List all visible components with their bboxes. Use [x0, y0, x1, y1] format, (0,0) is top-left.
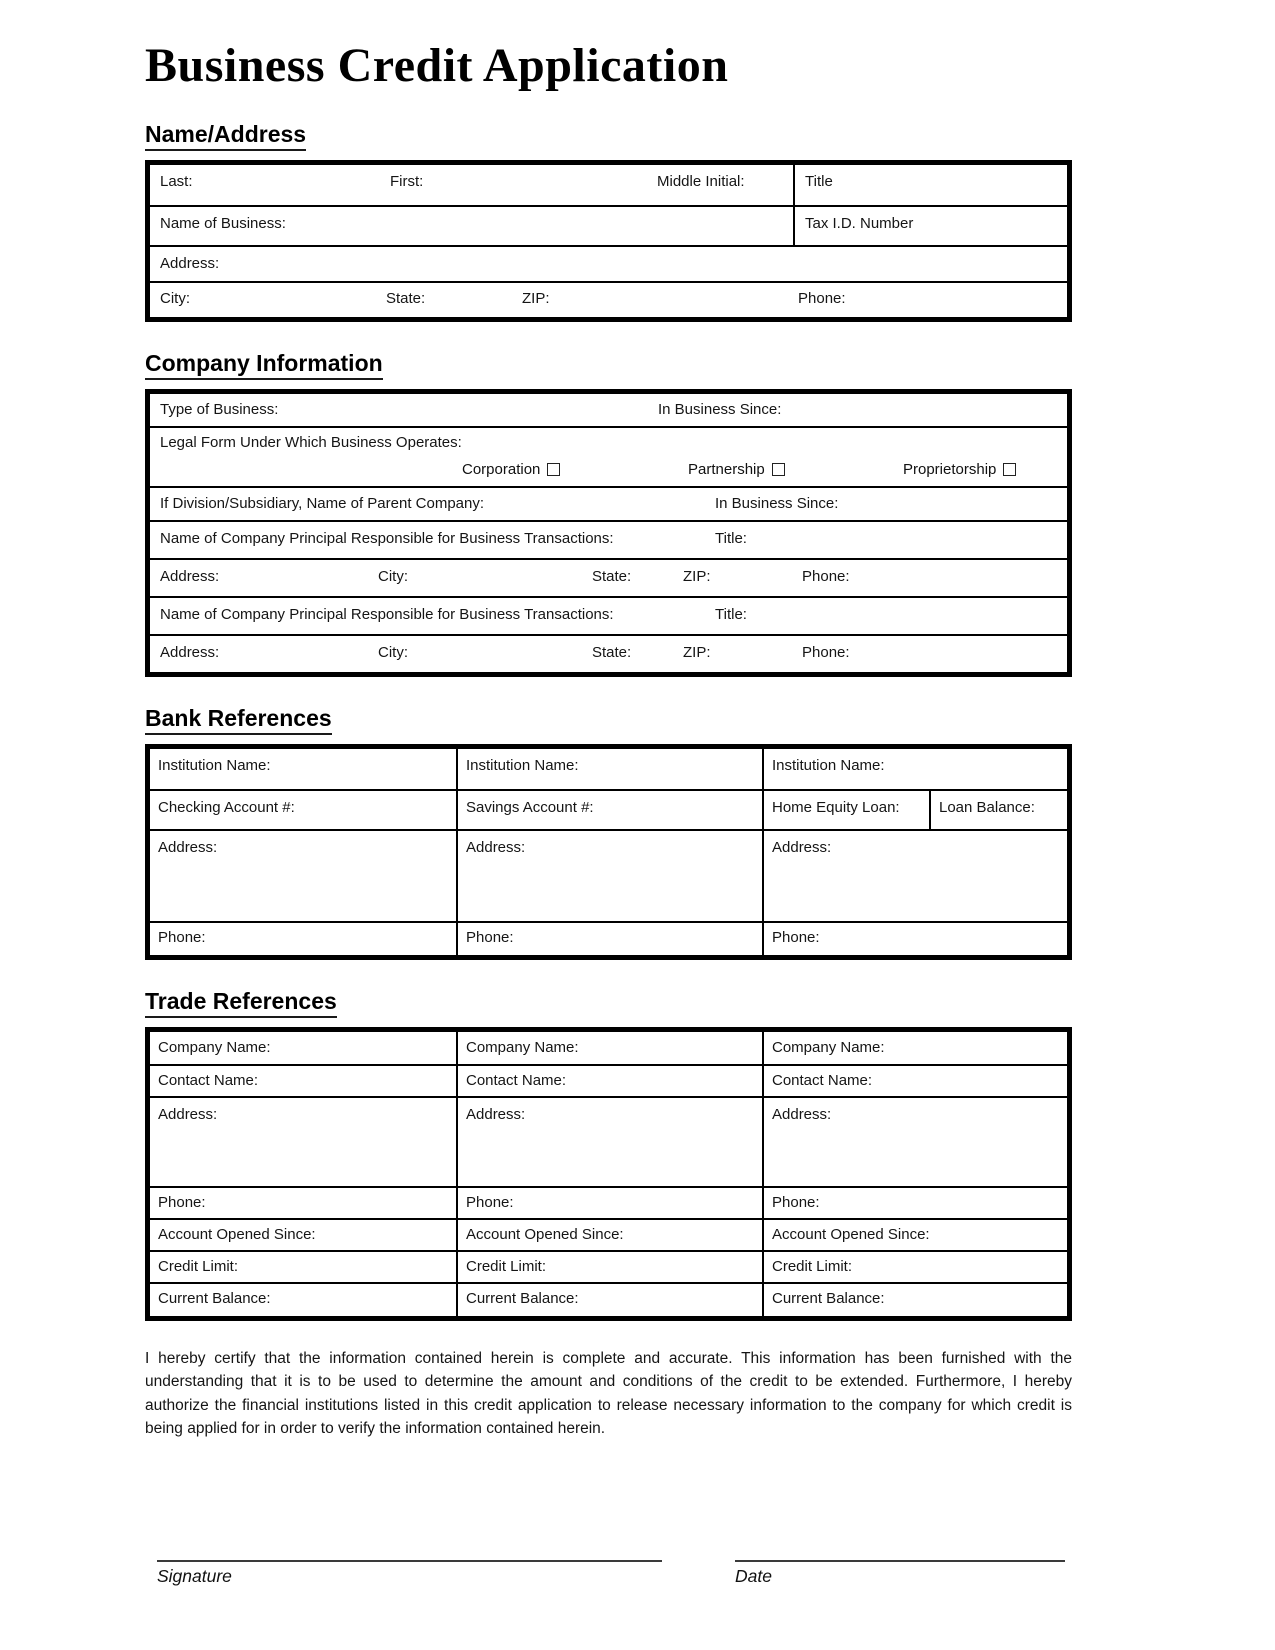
- trade1-balance-cell: [150, 1284, 458, 1316]
- principal-1-cell: [150, 522, 1067, 558]
- trade2-contact-cell: [458, 1066, 764, 1096]
- contact-name-label: Contact Name:: [772, 1072, 873, 1089]
- first-label: First:: [390, 173, 424, 190]
- zip-label: ZIP:: [522, 290, 550, 307]
- contact-name-label: Contact Name:: [466, 1072, 567, 1089]
- trade-references-heading: Trade References: [145, 988, 337, 1018]
- trade1-company-cell: [150, 1032, 458, 1064]
- checking-account-label: Checking Account #:: [158, 799, 295, 816]
- title-label: Title: [805, 173, 833, 190]
- trade2-address-cell: [458, 1098, 764, 1186]
- institution-name-label: Institution Name:: [158, 757, 271, 774]
- name-of-business-label: Name of Business:: [160, 215, 286, 232]
- phone-label: Phone:: [772, 1194, 820, 1211]
- legal-form-cell: [150, 428, 1067, 486]
- company-info-table: [145, 389, 1072, 677]
- certification-text: I hereby certify that the information contained herein is complete and accurate. This information has been furnished with the understanding that it is to be used to determine the amount and conditions of the credit to be extended. Furthermore, I hereby authorize the financial institutions listed in this credit application to release necessary information to the company for which credit is being applied for in order to verify the information contained herein.: [145, 1350, 1072, 1437]
- trade3-address-cell: [764, 1098, 1067, 1186]
- state-label: State:: [592, 568, 632, 585]
- trade2-balance-cell: [458, 1284, 764, 1316]
- address-label: Address:: [466, 839, 526, 856]
- current-balance-label: Current Balance:: [772, 1290, 885, 1307]
- company-name-label: Company Name:: [466, 1039, 579, 1056]
- phone-label: Phone:: [772, 929, 820, 946]
- legal-form-label: Legal Form Under Which Business Operates:: [160, 434, 462, 451]
- proprietorship-checkbox[interactable]: [1003, 463, 1016, 476]
- zip-label: ZIP:: [683, 644, 711, 661]
- address-label: Address:: [772, 839, 832, 856]
- trade1-contact-cell: [150, 1066, 458, 1096]
- zip-label: ZIP:: [683, 568, 711, 585]
- page-title: Business Credit Application: [145, 39, 729, 92]
- principal-1-address-cell: [150, 560, 1067, 596]
- address-label: Address:: [160, 255, 220, 272]
- phone-label: Phone:: [798, 290, 846, 307]
- trade3-opened-cell: [764, 1220, 1067, 1250]
- bank2-institution-cell: [458, 749, 764, 789]
- page-content: [145, 0, 1072, 1602]
- city-state-zip-phone-cell: [150, 283, 1067, 317]
- account-opened-since-label: Account Opened Since:: [772, 1226, 930, 1243]
- trade3-balance-cell: [764, 1284, 1067, 1316]
- trade3-credit-limit-cell: [764, 1252, 1067, 1282]
- trade3-phone-cell: [764, 1188, 1067, 1218]
- city-label: City:: [378, 644, 408, 661]
- phone-label: Phone:: [466, 929, 514, 946]
- type-of-business-cell: [150, 394, 1067, 426]
- city-label: City:: [160, 290, 190, 307]
- name-address-table: [145, 160, 1072, 322]
- address-label: Address:: [772, 1106, 832, 1123]
- current-balance-label: Current Balance:: [466, 1290, 579, 1307]
- signature-line[interactable]: [157, 1560, 662, 1562]
- trade3-contact-cell: [764, 1066, 1067, 1096]
- home-equity-loan-cell: [764, 791, 931, 829]
- business-name-cell: [150, 207, 795, 245]
- trade-references-table: [145, 1027, 1072, 1321]
- bank-references-heading: Bank References: [145, 705, 332, 735]
- savings-account-cell: [458, 791, 764, 829]
- account-opened-since-label: Account Opened Since:: [158, 1226, 316, 1243]
- type-of-business-label: Type of Business:: [160, 401, 279, 418]
- city-label: City:: [378, 568, 408, 585]
- principal-2-cell: [150, 598, 1067, 634]
- checking-account-cell: [150, 791, 458, 829]
- institution-name-label: Institution Name:: [772, 757, 885, 774]
- address-cell: [150, 247, 1067, 281]
- bank3-address-cell: [764, 831, 1067, 921]
- signature-label: Signature: [157, 1566, 232, 1586]
- corporation-label: Corporation: [462, 461, 541, 478]
- company-info-heading: Company Information: [145, 350, 383, 380]
- bank1-institution-cell: [150, 749, 458, 789]
- parent-company-label: If Division/Subsidiary, Name of Parent Company:: [160, 495, 485, 512]
- phone-label: Phone:: [802, 644, 850, 661]
- in-business-since-label: In Business Since:: [715, 495, 839, 512]
- account-opened-since-label: Account Opened Since:: [466, 1226, 624, 1243]
- title-cell: [795, 165, 1067, 205]
- date-label: Date: [735, 1566, 772, 1586]
- state-label: State:: [386, 290, 426, 307]
- company-name-label: Company Name:: [772, 1039, 885, 1056]
- loan-balance-label: Loan Balance:: [939, 799, 1035, 816]
- company-name-label: Company Name:: [158, 1039, 271, 1056]
- phone-label: Phone:: [802, 568, 850, 585]
- corporation-option: [462, 461, 560, 478]
- trade2-phone-cell: [458, 1188, 764, 1218]
- address-label: Address:: [160, 568, 220, 585]
- current-balance-label: Current Balance:: [158, 1290, 271, 1307]
- partnership-label: Partnership: [688, 461, 765, 478]
- trade2-credit-limit-cell: [458, 1252, 764, 1282]
- bank1-address-cell: [150, 831, 458, 921]
- principal-2-address-cell: [150, 636, 1067, 672]
- address-label: Address:: [158, 1106, 218, 1123]
- trade1-address-cell: [150, 1098, 458, 1186]
- principal-label: Name of Company Principal Responsible for Business Transactions:: [160, 530, 614, 547]
- tax-id-cell: [795, 207, 1067, 245]
- phone-label: Phone:: [158, 929, 206, 946]
- phone-label: Phone:: [158, 1194, 206, 1211]
- trade2-company-cell: [458, 1032, 764, 1064]
- date-line[interactable]: [735, 1560, 1065, 1562]
- in-business-since-label: In Business Since:: [658, 401, 782, 418]
- last-label: Last:: [160, 173, 193, 190]
- trade2-opened-cell: [458, 1220, 764, 1250]
- principal-title-label: Title:: [715, 530, 747, 547]
- state-label: State:: [592, 644, 632, 661]
- partnership-checkbox[interactable]: [772, 463, 785, 476]
- parent-company-cell: [150, 488, 1067, 520]
- name-cell: [150, 165, 795, 205]
- home-equity-loan-label: Home Equity Loan:: [772, 799, 900, 816]
- institution-name-label: Institution Name:: [466, 757, 579, 774]
- credit-limit-label: Credit Limit:: [158, 1258, 239, 1275]
- principal-title-label: Title:: [715, 606, 747, 623]
- tax-id-label: Tax I.D. Number: [805, 215, 914, 232]
- partnership-option: [688, 461, 785, 478]
- bank3-phone-cell: [764, 923, 1067, 955]
- loan-balance-cell: [931, 791, 1067, 829]
- savings-account-label: Savings Account #:: [466, 799, 594, 816]
- address-label: Address:: [158, 839, 218, 856]
- trade1-phone-cell: [150, 1188, 458, 1218]
- proprietorship-option: [903, 461, 1016, 478]
- bank-references-table: [145, 744, 1072, 960]
- bank2-address-cell: [458, 831, 764, 921]
- proprietorship-label: Proprietorship: [903, 461, 997, 478]
- bank3-institution-cell: [764, 749, 1067, 789]
- principal-label: Name of Company Principal Responsible for Business Transactions:: [160, 606, 614, 623]
- signature-block: [145, 1532, 1072, 1602]
- trade3-company-cell: [764, 1032, 1067, 1064]
- bank1-phone-cell: [150, 923, 458, 955]
- phone-label: Phone:: [466, 1194, 514, 1211]
- contact-name-label: Contact Name:: [158, 1072, 259, 1089]
- credit-limit-label: Credit Limit:: [772, 1258, 853, 1275]
- address-label: Address:: [466, 1106, 526, 1123]
- credit-limit-label: Credit Limit:: [466, 1258, 547, 1275]
- trade1-credit-limit-cell: [150, 1252, 458, 1282]
- bank2-phone-cell: [458, 923, 764, 955]
- corporation-checkbox[interactable]: [547, 463, 560, 476]
- trade1-opened-cell: [150, 1220, 458, 1250]
- name-address-heading: Name/Address: [145, 121, 306, 151]
- address-label: Address:: [160, 644, 220, 661]
- middle-initial-label: Middle Initial:: [657, 173, 745, 190]
